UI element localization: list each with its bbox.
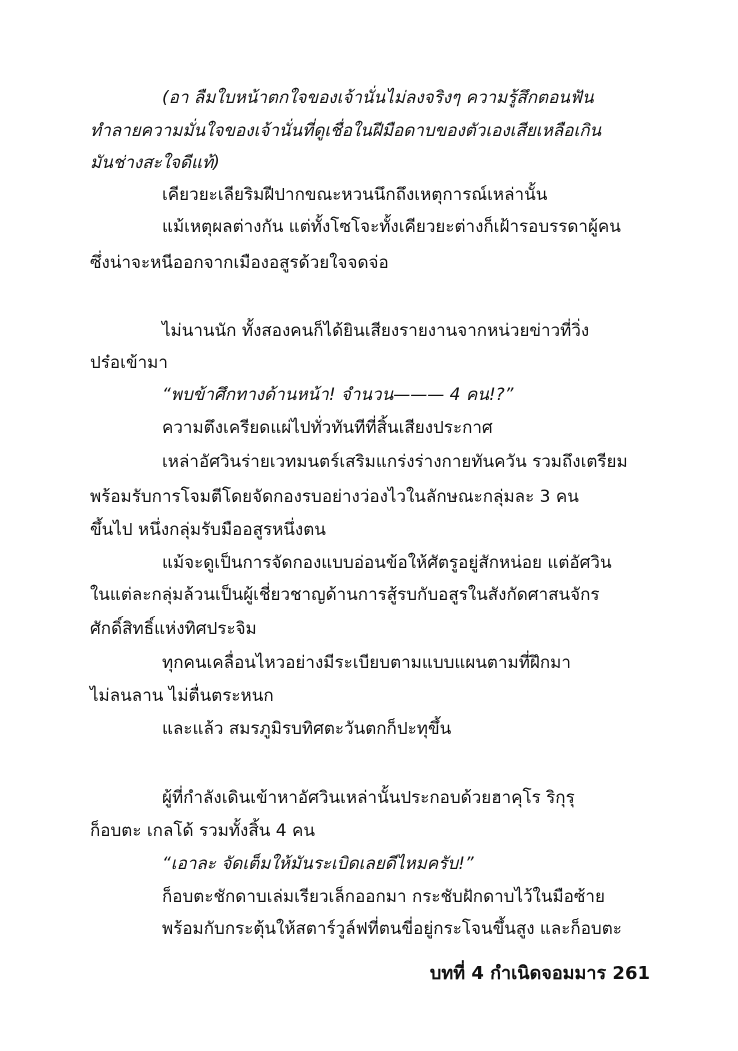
text-line: ในแต่ละกลุ่มล้วนเป็นผู้เชี่ยวชาญด้านการสู้รบกับอสูรในสังกัดศาสนจักร xyxy=(90,585,600,605)
text-line: ศักดิ์สิทธิ์แห่งทิศประจิม xyxy=(90,619,257,639)
text-line: ทำลายความมั่นใจของเจ้านั่นที่ดูเชื่อในฝีมือดาบของตัวเองเสียเหลือเกิน xyxy=(90,121,602,141)
text-line: และแล้ว สมรภูมิรบทิศตะวันตกก็ปะทุขึ้น xyxy=(162,719,452,739)
text-line: ก็อบตะชักดาบเล่มเรียวเล็กออกมา กระชับฝักดาบไว้ในมือซ้าย xyxy=(162,887,605,907)
page-footer: บทที่ 4 กำเนิดจอมมาร 261 xyxy=(429,963,650,984)
text-line: ความตึงเครียดแผ่ไปทั่วทันทีที่สิ้นเสียงประกาศ xyxy=(162,418,493,438)
text-line: พร้อมรับการโจมตีโดยจัดกองรบอย่างว่องไวในลักษณะกลุ่มละ 3 คน xyxy=(90,487,579,507)
text-line: ปร๋อเข้ามา xyxy=(90,353,168,373)
text-line: ขึ้นไป หนึ่งกลุ่มรับมืออสูรหนึ่งตน xyxy=(90,520,326,540)
text-line: มันช่างสะใจดีแท้) xyxy=(90,153,220,173)
text-line: ไม่นานนัก ทั้งสองคนก็ได้ยินเสียงรายงานจากหน่วยข่าวที่วิ่ง xyxy=(162,321,590,341)
text-line: ก็อบตะ เกลโด้ รวมทั้งสิ้น 4 คน xyxy=(90,821,315,841)
text-line: ซึ่งน่าจะหนีออกจากเมืองอสูรด้วยใจจดจ่อ xyxy=(90,253,389,273)
text-line: ไม่ลนลาน ไม่ตื่นตระหนก xyxy=(90,686,274,706)
text-line: พร้อมกับกระตุ้นให้สตาร์วูล์ฟที่ตนขี่อยู่กระโจนขึ้นสูง และก็อบตะ xyxy=(162,919,622,939)
text-line: (อา ลืมใบหน้าตกใจของเจ้านั่นไม่ลงจริงๆ ความรู้สึกตอนฟัน xyxy=(162,88,594,108)
text-line: แม้เหตุผลต่างกัน แต่ทั้งโซโจะทั้งเคียวยะต่างก็เฝ้ารอบรรดาผู้คน xyxy=(162,217,621,237)
text-line: เคียวยะเลียริมฝีปากขณะหวนนึกถึงเหตุการณ์เหล่านั้น xyxy=(162,185,548,205)
text-line: แม้จะดูเป็นการจัดกองแบบอ่อนข้อให้ศัตรูอยู่สักหน่อย แต่อัศวิน xyxy=(162,553,612,573)
text-line: เหล่าอัศวินร่ายเวทมนตร์เสริมแกร่งร่างกายทันควัน รวมถึงเตรียม xyxy=(162,452,628,472)
text-line: ทุกคนเคลื่อนไหวอย่างมีระเบียบตามแบบแผนตามที่ฝึกมา xyxy=(162,653,571,673)
text-line: ผู้ที่กำลังเดินเข้าหาอัศวินเหล่านั้นประกอบด้วยฮาคุโร ริกุรุ xyxy=(162,788,575,808)
text-line: “เอาละ จัดเต็มให้มันระเบิดเลยดีไหมครับ!” xyxy=(162,854,474,874)
text-line: “พบข้าศึกทางด้านหน้า! จำนวน——— 4 คน!?” xyxy=(162,385,514,405)
